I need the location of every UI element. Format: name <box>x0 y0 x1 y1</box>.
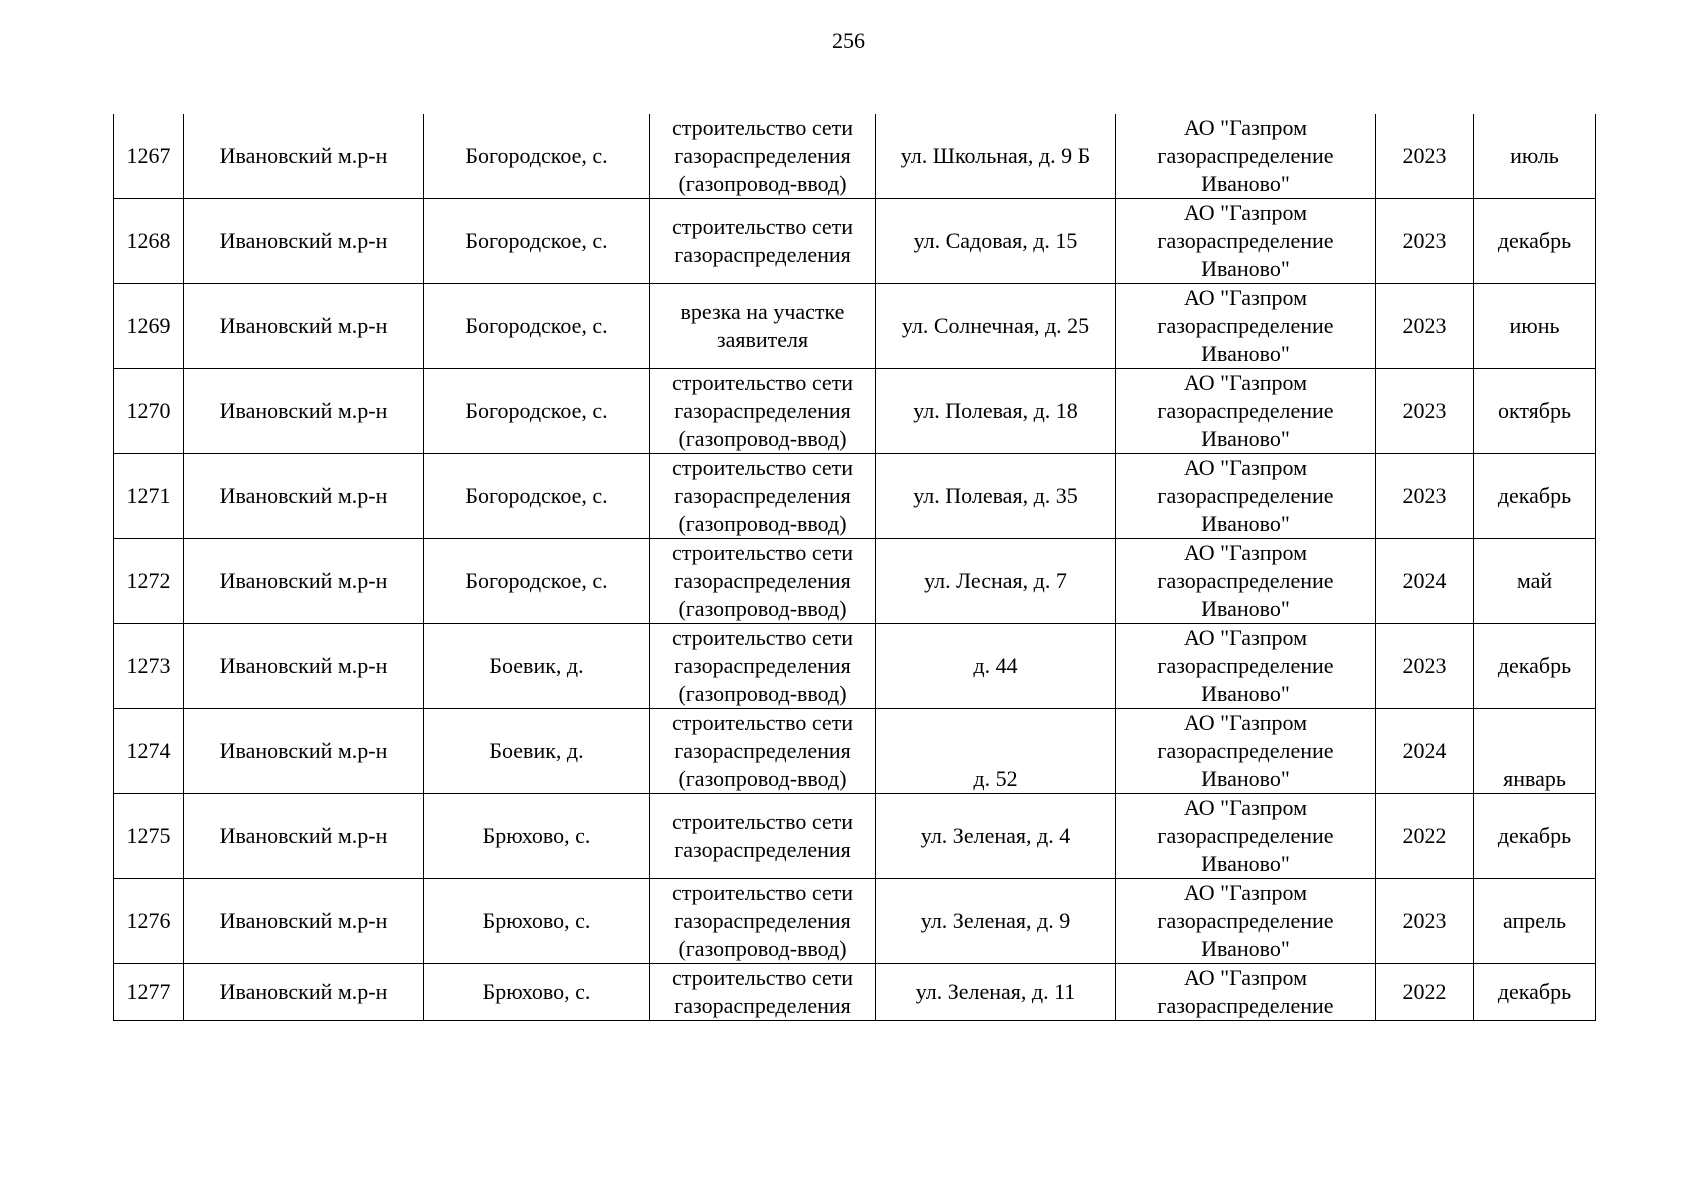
row-number-cell: 1273 <box>114 624 184 709</box>
work-type-cell-line: строительство сети <box>671 965 854 990</box>
organization-cell <box>1116 624 1376 709</box>
work-type-cell-line: газораспределения <box>674 738 851 763</box>
organization-cell <box>1116 879 1376 964</box>
organization-cell-line: Иваново" <box>1201 171 1290 196</box>
month-cell: май <box>1474 539 1596 624</box>
locality-cell: Брюхово, с. <box>424 794 650 879</box>
locality-cell: Брюхово, с. <box>424 964 650 1021</box>
organization-cell-line: газораспределение <box>1157 143 1334 168</box>
work-type-cell <box>650 454 876 539</box>
locality-cell: Богородское, с. <box>424 114 650 199</box>
table-row <box>114 284 1596 369</box>
organization-cell-line: газораспределение <box>1157 398 1334 423</box>
organization-cell <box>1116 964 1376 1021</box>
year-cell: 2023 <box>1376 454 1474 539</box>
work-type-cell-line: газораспределения <box>674 568 851 593</box>
work-type-cell <box>650 199 876 284</box>
organization-cell <box>1116 114 1376 199</box>
year-cell: 2024 <box>1376 539 1474 624</box>
district-cell: Ивановский м.р-н <box>184 964 424 1021</box>
locality-cell: Боевик, д. <box>424 624 650 709</box>
address-cell: ул. Лесная, д. 7 <box>876 539 1116 624</box>
locality-cell: Боевик, д. <box>424 709 650 794</box>
organization-cell-line: газораспределение <box>1157 653 1334 678</box>
organization-cell-line: АО "Газпром <box>1183 540 1308 565</box>
organization-cell-line: АО "Газпром <box>1183 455 1308 480</box>
month-cell: январь <box>1474 709 1596 794</box>
organization-cell-line: газораспределение <box>1157 483 1334 508</box>
address-cell: ул. Зеленая, д. 11 <box>876 964 1116 1021</box>
organization-cell <box>1116 709 1376 794</box>
district-cell: Ивановский м.р-н <box>184 199 424 284</box>
work-type-cell-line: газораспределения <box>674 242 851 267</box>
month-cell: декабрь <box>1474 199 1596 284</box>
data-table <box>113 114 1596 1021</box>
row-number-cell: 1267 <box>114 114 184 199</box>
table-row <box>114 624 1596 709</box>
work-type-cell-line: газораспределения <box>674 908 851 933</box>
work-type-cell <box>650 964 876 1021</box>
organization-cell <box>1116 284 1376 369</box>
work-type-cell-line: строительство сети <box>671 370 854 395</box>
address-cell: ул. Полевая, д. 18 <box>876 369 1116 454</box>
work-type-cell-line: строительство сети <box>671 455 854 480</box>
locality-cell: Богородское, с. <box>424 539 650 624</box>
work-type-cell <box>650 624 876 709</box>
month-cell: июль <box>1474 114 1596 199</box>
organization-cell-line: газораспределение <box>1157 313 1334 338</box>
organization-cell-line: газораспределение <box>1157 908 1334 933</box>
work-type-cell-line: строительство сети <box>671 625 854 650</box>
month-cell: апрель <box>1474 879 1596 964</box>
locality-cell: Богородское, с. <box>424 454 650 539</box>
district-cell: Ивановский м.р-н <box>184 454 424 539</box>
table-row <box>114 539 1596 624</box>
work-type-cell-line: (газопровод-ввод) <box>678 596 847 621</box>
row-number-cell: 1274 <box>114 709 184 794</box>
month-cell: декабрь <box>1474 454 1596 539</box>
work-type-cell-line: строительство сети <box>671 710 854 735</box>
organization-cell <box>1116 199 1376 284</box>
organization-cell-line: газораспределение <box>1157 823 1334 848</box>
table-row <box>114 794 1596 879</box>
table-row <box>114 369 1596 454</box>
organization-cell-line: Иваново" <box>1201 341 1290 366</box>
organization-cell <box>1116 539 1376 624</box>
organization-cell-line: АО "Газпром <box>1183 880 1308 905</box>
work-type-cell-line: газораспределения <box>674 483 851 508</box>
organization-cell-line: АО "Газпром <box>1183 965 1308 990</box>
work-type-cell-line: (газопровод-ввод) <box>678 511 847 536</box>
organization-cell-line: АО "Газпром <box>1183 200 1308 225</box>
organization-cell-line: Иваново" <box>1201 936 1290 961</box>
organization-cell-line: газораспределение <box>1157 738 1334 763</box>
district-cell: Ивановский м.р-н <box>184 114 424 199</box>
month-cell: декабрь <box>1474 624 1596 709</box>
table-row <box>114 199 1596 284</box>
table-row <box>114 114 1596 199</box>
organization-cell-line: АО "Газпром <box>1183 285 1308 310</box>
organization-cell-line: Иваново" <box>1201 511 1290 536</box>
locality-cell: Богородское, с. <box>424 369 650 454</box>
row-number-cell: 1271 <box>114 454 184 539</box>
year-cell: 2024 <box>1376 709 1474 794</box>
district-cell: Ивановский м.р-н <box>184 539 424 624</box>
organization-cell-line: АО "Газпром <box>1183 625 1308 650</box>
organization-cell-line: АО "Газпром <box>1183 795 1308 820</box>
month-cell: декабрь <box>1474 964 1596 1021</box>
work-type-cell-line: (газопровод-ввод) <box>678 681 847 706</box>
organization-cell-line: Иваново" <box>1201 596 1290 621</box>
locality-cell: Брюхово, с. <box>424 879 650 964</box>
work-type-cell-line: строительство сети <box>671 115 854 140</box>
organization-cell-line: газораспределение <box>1157 568 1334 593</box>
address-cell: д. 52 <box>876 709 1116 794</box>
year-cell: 2023 <box>1376 199 1474 284</box>
row-number-cell: 1277 <box>114 964 184 1021</box>
year-cell: 2022 <box>1376 794 1474 879</box>
row-number-cell: 1275 <box>114 794 184 879</box>
district-cell: Ивановский м.р-н <box>184 369 424 454</box>
work-type-cell-line: заявителя <box>716 327 809 352</box>
table-body <box>114 114 1596 1021</box>
work-type-cell <box>650 539 876 624</box>
work-type-cell <box>650 709 876 794</box>
organization-cell <box>1116 794 1376 879</box>
work-type-cell-line: газораспределения <box>674 993 851 1018</box>
work-type-cell-line: газораспределения <box>674 837 851 862</box>
organization-cell-line: АО "Газпром <box>1183 115 1308 140</box>
work-type-cell-line: строительство сети <box>671 214 854 239</box>
organization-cell-line: газораспределение <box>1157 993 1334 1018</box>
organization-cell-line: Иваново" <box>1201 681 1290 706</box>
row-number-cell: 1276 <box>114 879 184 964</box>
work-type-cell <box>650 369 876 454</box>
work-type-cell <box>650 114 876 199</box>
address-cell: ул. Полевая, д. 35 <box>876 454 1116 539</box>
row-number-cell: 1270 <box>114 369 184 454</box>
row-number-cell: 1272 <box>114 539 184 624</box>
work-type-cell-line: (газопровод-ввод) <box>678 766 847 791</box>
address-cell: ул. Школьная, д. 9 Б <box>876 114 1116 199</box>
address-cell: ул. Зеленая, д. 9 <box>876 879 1116 964</box>
address-cell: д. 44 <box>876 624 1116 709</box>
month-cell: декабрь <box>1474 794 1596 879</box>
district-cell: Ивановский м.р-н <box>184 624 424 709</box>
organization-cell-line: Иваново" <box>1201 426 1290 451</box>
locality-cell: Богородское, с. <box>424 199 650 284</box>
table-row <box>114 709 1596 794</box>
organization-cell-line: газораспределение <box>1157 228 1334 253</box>
row-number-cell: 1268 <box>114 199 184 284</box>
district-cell: Ивановский м.р-н <box>184 284 424 369</box>
year-cell: 2022 <box>1376 964 1474 1021</box>
work-type-cell-line: газораспределения <box>674 653 851 678</box>
work-type-cell-line: строительство сети <box>671 540 854 565</box>
organization-cell-line: Иваново" <box>1201 766 1290 791</box>
work-type-cell <box>650 879 876 964</box>
year-cell: 2023 <box>1376 114 1474 199</box>
work-type-cell-line: (газопровод-ввод) <box>678 171 847 196</box>
address-cell: ул. Садовая, д. 15 <box>876 199 1116 284</box>
address-cell: ул. Солнечная, д. 25 <box>876 284 1116 369</box>
month-cell: октябрь <box>1474 369 1596 454</box>
work-type-cell-line: строительство сети <box>671 809 854 834</box>
locality-cell: Богородское, с. <box>424 284 650 369</box>
table-row <box>114 879 1596 964</box>
month-cell: июнь <box>1474 284 1596 369</box>
work-type-cell-line: газораспределения <box>674 398 851 423</box>
page-number: 256 <box>832 28 865 53</box>
work-type-cell <box>650 284 876 369</box>
row-number-cell: 1269 <box>114 284 184 369</box>
year-cell: 2023 <box>1376 369 1474 454</box>
year-cell: 2023 <box>1376 624 1474 709</box>
district-cell: Ивановский м.р-н <box>184 879 424 964</box>
district-cell: Ивановский м.р-н <box>184 794 424 879</box>
year-cell: 2023 <box>1376 284 1474 369</box>
work-type-cell-line: врезка на участке <box>680 299 845 324</box>
organization-cell-line: Иваново" <box>1201 851 1290 876</box>
work-type-cell-line: строительство сети <box>671 880 854 905</box>
organization-cell-line: Иваново" <box>1201 256 1290 281</box>
table-row <box>114 964 1596 1021</box>
work-type-cell <box>650 794 876 879</box>
district-cell: Ивановский м.р-н <box>184 709 424 794</box>
work-type-cell-line: газораспределения <box>674 143 851 168</box>
work-type-cell-line: (газопровод-ввод) <box>678 936 847 961</box>
table-row <box>114 454 1596 539</box>
organization-cell <box>1116 369 1376 454</box>
organization-cell <box>1116 454 1376 539</box>
work-type-cell-line: (газопровод-ввод) <box>678 426 847 451</box>
organization-cell-line: АО "Газпром <box>1183 370 1308 395</box>
organization-cell-line: АО "Газпром <box>1183 710 1308 735</box>
year-cell: 2023 <box>1376 879 1474 964</box>
address-cell: ул. Зеленая, д. 4 <box>876 794 1116 879</box>
